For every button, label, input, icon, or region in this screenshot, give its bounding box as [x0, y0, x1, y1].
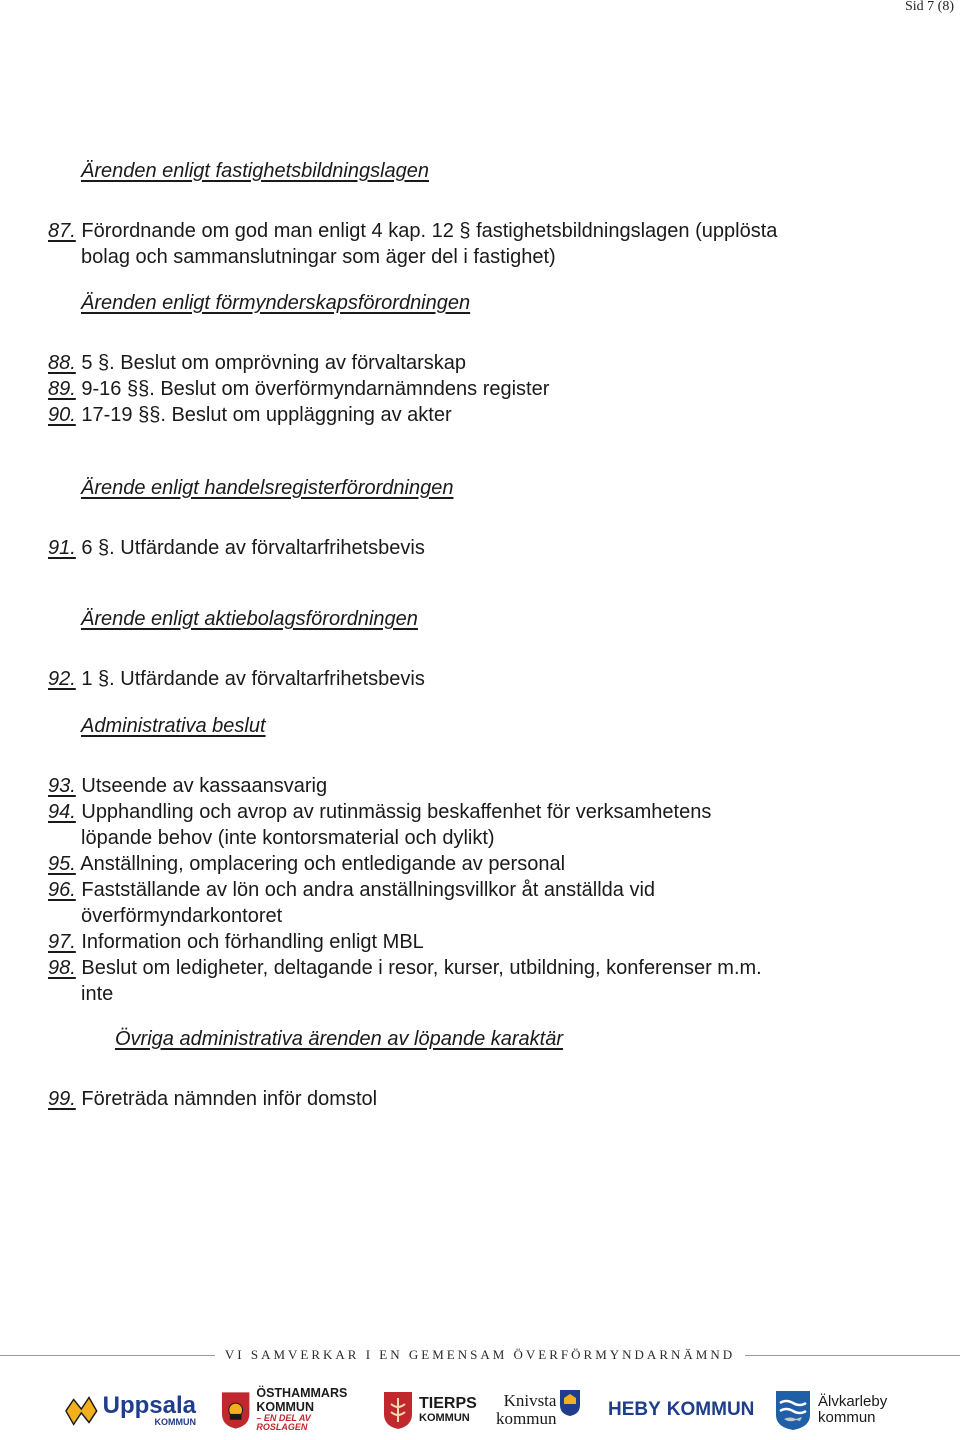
footer-tagline	[0, 1346, 960, 1364]
logo-osthammar-sub: KOMMUN	[256, 1399, 314, 1414]
logo-uppsala-name: Uppsala	[102, 1391, 196, 1419]
item-number: 96.	[48, 879, 76, 901]
item-text: Utseende av kassaansvarig	[75, 775, 328, 797]
logo-alvkarleby-name: Älvkarleby	[818, 1393, 888, 1411]
item-text: Företräda nämnden inför domstol	[75, 1088, 378, 1110]
knivsta-crest-icon	[559, 1389, 581, 1417]
logo-heby	[608, 1384, 755, 1436]
item-text: 5 §. Beslut om omprövning av förvaltarskap	[75, 352, 466, 374]
list-item-88	[48, 350, 466, 376]
list-item-87	[48, 218, 908, 270]
logo-heby-name: HEBY	[608, 1399, 661, 1420]
list-item-90	[48, 402, 452, 428]
item-text-continued: löpande behov (inte kontorsmaterial och dylikt)	[81, 827, 495, 849]
list-item-89	[48, 376, 549, 402]
logo-knivsta	[496, 1384, 588, 1436]
item-number: 99.	[48, 1088, 76, 1110]
page-number: Sid 7 (8)	[905, 0, 954, 14]
list-item-98	[48, 955, 908, 1007]
logo-uppsala	[64, 1384, 196, 1436]
logo-heby-sub: KOMMUN	[666, 1399, 755, 1420]
item-text: Beslut om ledigheter, deltagande i resor, kurser, utbildning, konferenser m.m.	[75, 957, 762, 979]
item-number: 97.	[48, 931, 76, 953]
list-item-95	[48, 851, 565, 877]
item-text: Fastställande av lön och andra anställningsvillkor åt anställda vid	[75, 879, 656, 901]
item-number: 93.	[48, 775, 76, 797]
list-item-99	[48, 1086, 377, 1112]
item-number: 90.	[48, 404, 76, 426]
item-number: 89.	[48, 378, 76, 400]
item-text: 9-16 §§. Beslut om överförmyndarnämndens register	[75, 378, 550, 400]
list-item-96	[48, 877, 908, 929]
item-number: 87.	[48, 220, 76, 242]
osthammar-crest-icon	[220, 1390, 251, 1430]
logo-tierp-name: TIERPS	[419, 1394, 477, 1412]
item-number: 88.	[48, 352, 76, 374]
item-text-continued: inte	[81, 983, 114, 1005]
list-item-92	[48, 666, 425, 692]
uppsala-crest-icon	[64, 1393, 99, 1427]
section-heading-handelsregisterforordningen: Ärende enligt handelsregisterförordningen	[81, 477, 454, 499]
logo-alvkarleby	[774, 1384, 904, 1436]
item-text: 1 §. Utfärdande av förvaltarfrihetsbevis	[75, 668, 425, 690]
logo-osthammar-name: ÖSTHAMMARS	[256, 1386, 348, 1401]
logo-knivsta-sub: kommun	[496, 1409, 557, 1428]
alvkarleby-crest-icon	[774, 1389, 812, 1431]
list-item-91	[48, 535, 425, 561]
footer-tagline-text: VI SAMVERKAR I EN GEMENSAM ÖVERFÖRMYNDARNÄMND	[215, 1347, 745, 1363]
item-text: Information och förhandling enligt MBL	[75, 931, 424, 953]
item-number: 98.	[48, 957, 76, 979]
municipality-logos	[0, 1384, 960, 1440]
item-number: 94.	[48, 801, 76, 823]
list-item-93	[48, 773, 327, 799]
logo-osthammar	[220, 1384, 362, 1436]
item-number: 92.	[48, 668, 76, 690]
item-text: Förordnande om god man enligt 4 kap. 12 § fastighetsbildningslagen (upplösta	[75, 220, 778, 242]
logo-uppsala-sub: KOMMUN	[154, 1416, 196, 1427]
item-text-continued: överförmyndarkontoret	[81, 905, 283, 927]
logo-tierp-sub: KOMMUN	[419, 1411, 470, 1424]
list-item-94	[48, 799, 908, 851]
logo-alvkarleby-sub: kommun	[818, 1409, 876, 1426]
item-text: Upphandling och avrop av rutinmässig beskaffenhet för verksamhetens	[75, 801, 712, 823]
section-heading-administrativa-beslut: Administrativa beslut	[81, 715, 266, 737]
section-heading-ovriga-administrativa: Övriga administrativa ärenden av löpande karaktär	[115, 1028, 564, 1050]
logo-tierp	[382, 1384, 478, 1436]
section-heading-aktiebolagsforordningen: Ärende enligt aktiebolagsförordningen	[81, 608, 418, 630]
logo-knivsta-name: Knivsta	[503, 1391, 557, 1411]
item-number: 95.	[48, 853, 76, 875]
section-heading-fastighetsbildningslagen: Ärenden enligt fastighetsbildningslagen	[81, 160, 430, 182]
item-text-continued: bolag och sammanslutningar som äger del i fastighet)	[81, 246, 556, 268]
item-text: Anställning, omplacering och entledigande av personal	[75, 853, 566, 875]
item-text: 6 §. Utfärdande av förvaltarfrihetsbevis	[75, 537, 425, 559]
section-heading-formynderskapsforordningen: Ärenden enligt förmynderskapsförordningen	[81, 292, 471, 314]
item-number: 91.	[48, 537, 76, 559]
logo-osthammar-tagline: – EN DEL AV ROSLAGEN	[256, 1412, 311, 1433]
item-text: 17-19 §§. Beslut om uppläggning av akter	[75, 404, 452, 426]
list-item-97	[48, 929, 424, 955]
tierp-crest-icon	[382, 1390, 414, 1430]
